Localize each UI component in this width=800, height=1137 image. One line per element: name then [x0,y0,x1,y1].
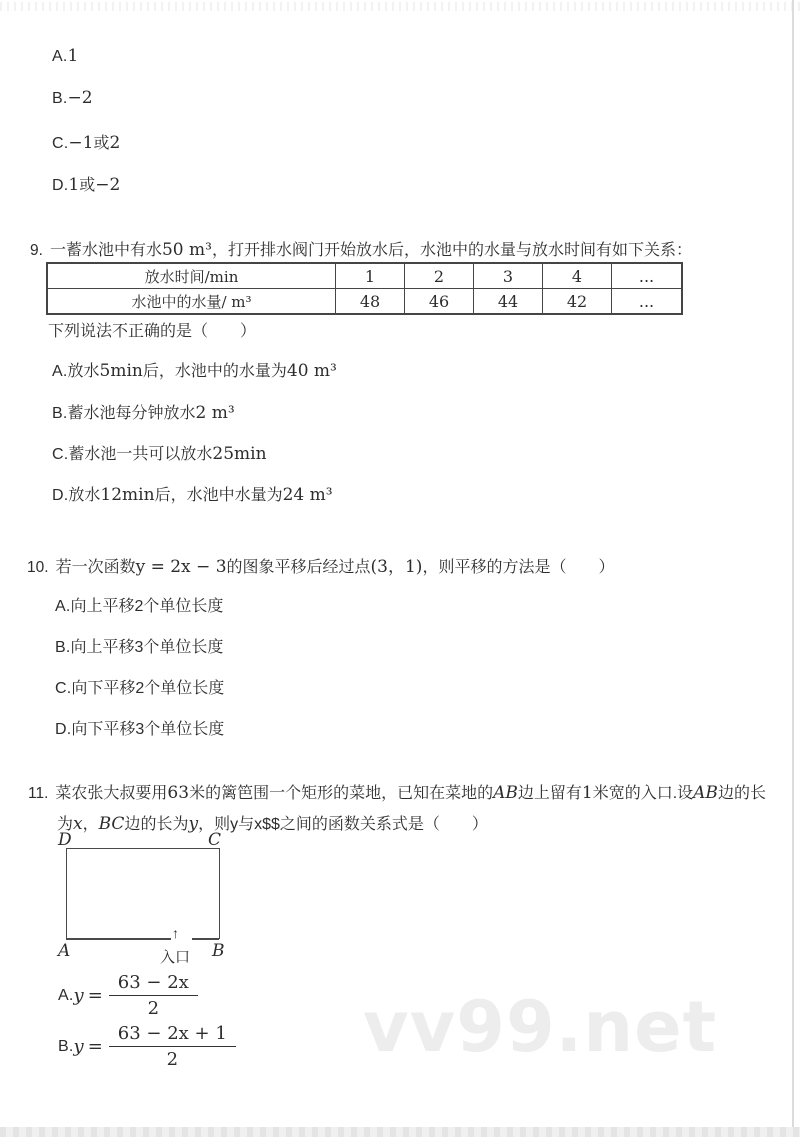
option-text: 或 [93,135,110,152]
diagram-corner-b: B [212,941,225,961]
stem-number-2: 1 [581,783,593,803]
table-header-time [47,263,336,289]
table-cell: 42 [543,289,612,315]
q9-option-d [52,482,333,505]
option-letter: A. [52,363,68,380]
option-math-2: 24 m³ [282,485,333,505]
option-text: 蓄水池一共可以放水 [68,446,213,463]
formula-lhs: y [73,1036,84,1057]
option-text: 放水 [68,487,101,504]
option-letter: A. [58,986,74,1004]
stem-text: 一蓄水池中有水 [49,242,162,259]
option-text: 向下平移3个单位长度 [71,721,225,738]
stem-text: 为 [57,816,74,833]
option-value: −2 [67,88,93,108]
q9-option-c [52,441,267,464]
table-header-volume [47,289,336,315]
table-cell: ... [612,289,683,315]
option-math: 5min [99,361,143,381]
fraction [109,972,198,1019]
table-cell: ... [612,263,683,289]
option-letter: A. [52,48,68,65]
q10-stem [27,552,614,577]
table-header-text: 放水时间 [144,268,205,286]
option-text: 向下平移2个单位长度 [71,680,225,697]
diagram-corner-a: A [58,941,71,961]
option-text-2: 后，水池中的水量为 [142,363,287,380]
fraction-numerator: 63 − 2x [109,972,198,996]
question-number: 11. [28,785,49,802]
stem-text-2: 的图象平移后经过点 [226,559,371,576]
stem-var-ab: AB [493,783,518,803]
option-math: 25min [212,444,267,464]
q9-stem [30,237,692,260]
option-value: 1 [68,175,80,195]
table-cell: 48 [336,289,405,315]
stem-text-3: 边上留有 [517,785,582,802]
stem-text-3: 边的长为 [124,816,189,833]
diagram-corner-d: D [58,830,72,850]
stem-equation: y = 2x − 3 [135,557,227,577]
option-math: 12min [100,485,155,505]
q8-option-c [52,130,120,153]
stem-text-2: ，打开排水阀门开始放水后，水池中的水量与放水时间有如下关系： [211,242,692,259]
table-header-text: 水池中的水量 [131,293,222,311]
page-right-border [792,0,794,1137]
option-letter: D. [55,721,72,738]
option-math: 2 m³ [195,403,235,423]
table-row-volume [47,289,682,315]
water-table [46,262,683,315]
equals-sign: = [87,1036,103,1057]
stem-text-4: 米宽的入口.设 [592,785,694,802]
option-text: 向上平移3个单位长度 [70,639,224,656]
option-letter: B. [58,1037,74,1055]
stem-number: 63 [167,783,190,803]
stem-text: 菜农张大叔要用 [55,785,168,802]
option-letter: C. [52,446,69,463]
option-letter: C. [52,135,69,152]
question-number: 10. [27,559,49,576]
option-letter: C. [55,680,72,697]
option-value: 1 [67,46,79,66]
q8-option-d [52,172,120,195]
stem-var-bc: BC [98,814,125,834]
option-letter: A. [55,598,71,615]
page-bottom-perforation [0,1127,800,1137]
stem-text-2: 米的篱笆围一个矩形的菜地，已知在菜地的 [189,785,494,802]
table-cell: 46 [405,289,474,315]
table-cell: 2 [405,263,474,289]
q8-option-a [52,46,78,66]
diagram-bottom-left-segment [66,938,171,940]
table-cell: 3 [474,263,543,289]
fraction-numerator: 63 − 2x + 1 [109,1023,236,1047]
page-top-perforation [0,2,800,11]
option-math-2: 40 m³ [286,361,337,381]
option-text: 蓄水池每分钟放水 [67,405,196,422]
q8-option-b [52,88,93,108]
table-cell: 1 [336,263,405,289]
diagram-bottom-right-segment [192,938,219,940]
option-text: 或 [79,177,96,194]
q10-option-a [55,593,223,616]
rectangle-diagram [30,828,300,976]
diagram-rectangle [66,848,220,939]
q9-option-b [52,400,235,423]
option-letter: B. [55,639,71,656]
option-letter: D. [52,177,69,194]
option-text-2: 后，水池中水量为 [154,487,283,504]
option-letter: D. [52,487,69,504]
formula-lhs: y [73,985,84,1006]
table-row-time [47,263,682,289]
stem-var-y: y [188,814,199,834]
table-header-unit: /min [204,267,239,286]
stem-var-x: x [73,814,83,834]
stem-text-5: 边的长 [717,785,766,802]
stem-math: 50 m³ [161,240,212,260]
table-cell: 44 [474,289,543,315]
option-value-2: 2 [109,133,121,153]
diagram-corner-c: C [208,830,222,850]
stem-var-ab-2: AB [693,783,718,803]
q10-option-d [55,716,224,739]
option-text: 向上平移2个单位长度 [70,598,224,615]
option-value-2: −2 [95,175,121,195]
equals-sign: = [87,985,103,1006]
fraction [109,1023,236,1070]
q10-option-b [55,634,223,657]
q11-option-b [58,1023,236,1070]
q11-option-a [58,972,198,1019]
up-arrow-icon: ↑ [172,925,179,941]
stem-text-3: ，则平移的方法是（ ） [422,559,615,576]
table-cell: 4 [543,263,612,289]
q11-stem-line1 [28,780,766,803]
table-header-unit: / m³ [221,292,252,311]
q9-option-a [52,358,337,381]
stem-text-2: ， [82,816,99,833]
option-letter: B. [52,405,68,422]
option-value: −1 [68,133,94,153]
diagram-entrance-label: 入口 [160,949,191,966]
option-letter: B. [52,90,68,107]
option-text: 放水 [67,363,100,380]
stem-text-4: ，则y与x$$之间的函数关系式是（ ） [198,816,488,833]
stem-text: 若一次函数 [55,559,136,576]
fraction-denominator: 2 [166,1049,179,1070]
stem-point: (3，1) [370,557,423,577]
watermark: vv99.net [363,986,718,1068]
question-number: 9. [30,242,43,259]
fraction-denominator: 2 [147,998,160,1019]
q10-option-c [55,675,224,698]
q9-prompt: 下列说法不正确的是（ ） [48,323,257,340]
